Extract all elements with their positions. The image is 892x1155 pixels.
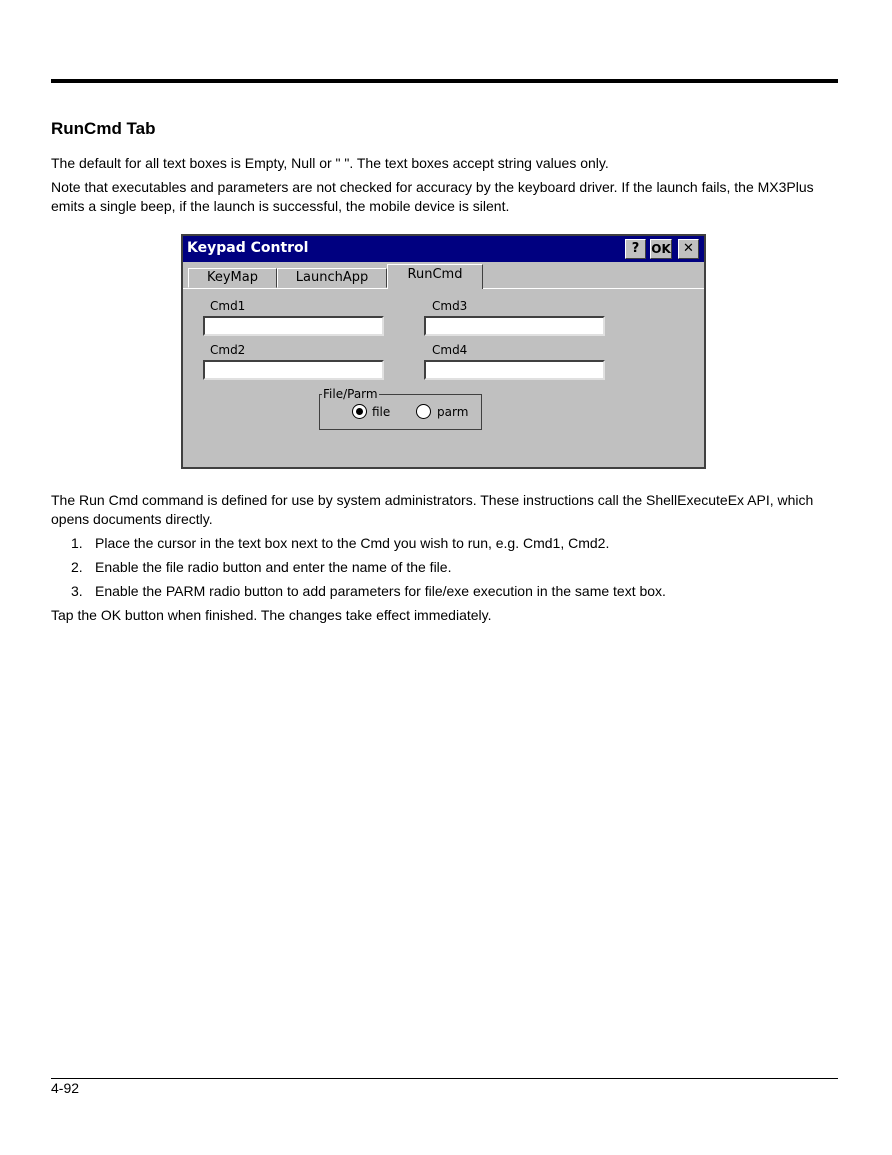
close-icon[interactable]: ✕ bbox=[678, 239, 699, 259]
ok-button[interactable]: OK bbox=[650, 239, 672, 259]
page-number: 4-92 bbox=[51, 1080, 80, 1096]
tab-launchapp[interactable]: LaunchApp bbox=[277, 268, 387, 288]
step-text: Enable the PARM radio button to add parameters for file/exe execution in the same text box. bbox=[95, 583, 666, 599]
intro-paragraph: The default for all text boxes is Empty, Null or " ". The text boxes accept string values only. bbox=[51, 155, 609, 171]
cmd2-field[interactable] bbox=[203, 360, 384, 380]
cmd1-field[interactable] bbox=[203, 316, 384, 336]
step-number: 3. bbox=[71, 583, 83, 599]
parm-radio-label: parm bbox=[437, 405, 469, 419]
tab-keymap[interactable]: KeyMap bbox=[188, 268, 277, 288]
list-item bbox=[51, 582, 838, 606]
footer-rule bbox=[51, 1078, 838, 1079]
file-parm-group-label: File/Parm bbox=[323, 387, 378, 401]
step-number: 1. bbox=[71, 535, 83, 551]
steps-list bbox=[51, 534, 838, 606]
section-heading: RunCmd Tab bbox=[51, 119, 156, 138]
cmd4-label: Cmd4 bbox=[432, 343, 468, 357]
parm-radio[interactable] bbox=[416, 404, 431, 419]
list-item bbox=[51, 534, 838, 558]
cmd3-field[interactable] bbox=[424, 316, 605, 336]
step-text: Enable the file radio button and enter the name of the file. bbox=[95, 559, 452, 575]
file-parm-group bbox=[319, 387, 482, 430]
tab-bar bbox=[183, 264, 704, 288]
list-item bbox=[51, 558, 838, 582]
cmd3-label: Cmd3 bbox=[432, 299, 468, 313]
dialog-titlebar bbox=[183, 236, 704, 262]
top-rule bbox=[51, 79, 838, 83]
step-number: 2. bbox=[71, 559, 83, 575]
closing-paragraph: Tap the OK button when finished. The changes take effect immediately. bbox=[51, 607, 492, 623]
tab-runcmd[interactable]: RunCmd bbox=[387, 264, 483, 289]
dialog-title: Keypad Control bbox=[187, 240, 309, 256]
keypad-control-dialog bbox=[181, 234, 706, 469]
file-radio-label: file bbox=[372, 405, 391, 419]
step-text: Place the cursor in the text box next to the Cmd you wish to run, e.g. Cmd1, Cmd2. bbox=[95, 535, 610, 551]
note-paragraph: Note that executables and parameters are not checked for accuracy by the keyboard driver. If the launch fails, the MX3Plus emits a single beep, if the launch is successful, the mobile device is silent. bbox=[51, 179, 814, 214]
file-radio[interactable] bbox=[352, 404, 367, 419]
help-button[interactable]: ? bbox=[625, 239, 646, 259]
cmd1-label: Cmd1 bbox=[210, 299, 246, 313]
cmd4-field[interactable] bbox=[424, 360, 605, 380]
cmd2-label: Cmd2 bbox=[210, 343, 246, 357]
run-cmd-paragraph: The Run Cmd command is defined for use by system administrators. These instructions call the ShellExecuteEx API, which opens documents directly. bbox=[51, 492, 814, 527]
